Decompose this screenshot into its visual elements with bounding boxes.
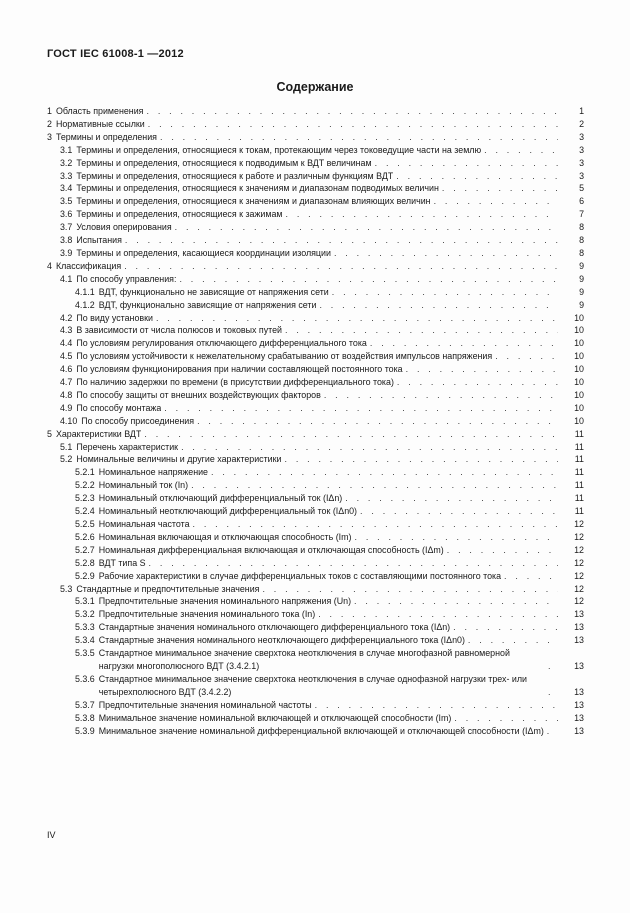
toc-entry-title: Термины и определения, относящиеся к подводимым к ВДТ величинам	[76, 157, 372, 168]
toc-entry-number: 5.2.9	[75, 570, 95, 581]
page-number: IV	[47, 830, 56, 840]
toc-entry-number: 2	[47, 118, 52, 129]
toc-leader-dots	[286, 208, 559, 221]
toc-entry-title: ВДТ, функционально не зависящие от напряжения сети	[98, 286, 329, 297]
toc-entry-title: Номинальные величины и другие характеристики	[76, 454, 282, 465]
toc-entry[interactable]	[47, 234, 584, 247]
toc-entry[interactable]	[47, 182, 584, 195]
toc-entry[interactable]	[47, 531, 584, 544]
toc-entry[interactable]	[47, 286, 584, 299]
toc-entry-title: По способу управления:	[76, 273, 177, 284]
toc-leader-dots	[284, 453, 558, 466]
toc-entry-title: По способу монтажа	[76, 402, 162, 413]
toc-leader-dots	[191, 479, 558, 492]
toc-entry-title: По условиям функционирования при наличии составляющей постоянного тока	[76, 364, 403, 375]
toc-entry-page: 10	[574, 351, 584, 362]
toc-entry-title: Нормативные ссылки	[55, 118, 145, 129]
toc-leader-dots	[360, 505, 558, 518]
toc-entry-number: 3.4	[60, 183, 73, 194]
toc-entry-title: Номинальный ток (In)	[98, 480, 189, 491]
toc-entry-number: 5.3.5	[75, 648, 95, 659]
toc-entry-title: Номинальный неотключающий дифференциальный ток (IΔn0)	[98, 506, 358, 517]
toc-entry-title: Термины и определения	[55, 131, 157, 142]
toc-entry-title: Область применения	[55, 106, 144, 116]
toc-entry-title: Стандартные и предпочтительные значения	[76, 583, 260, 594]
toc-entry-title: Предпочтительные значения номинального тока (In)	[98, 609, 316, 620]
toc-entry-title: Предпочтительные значения номинальной частоты	[98, 699, 312, 710]
page-title: Содержание	[276, 80, 354, 94]
toc-leader-dots	[454, 712, 558, 725]
toc-entry[interactable]	[47, 570, 584, 583]
table-of-contents	[47, 105, 584, 737]
toc-entry[interactable]	[47, 402, 584, 415]
toc-entry-number: 5	[47, 428, 52, 439]
toc-entry-page: 12	[574, 557, 584, 568]
toc-leader-dots	[193, 518, 558, 531]
toc-leader-dots	[156, 312, 558, 325]
toc-leader-dots	[354, 595, 558, 608]
toc-entry[interactable]	[47, 466, 584, 479]
toc-entry-page: 10	[574, 325, 584, 336]
toc-entry-page: 13	[574, 712, 584, 723]
toc-leader-dots	[211, 466, 558, 479]
toc-entry-title: По наличию задержки по времени (в присутствии дифференциального тока)	[76, 377, 394, 388]
toc-leader-dots	[197, 415, 558, 428]
toc-entry-number: 4.1	[60, 273, 73, 284]
toc-entry-number: 5.3.8	[75, 712, 95, 723]
toc-entry[interactable]	[47, 608, 584, 621]
toc-entry[interactable]	[47, 505, 584, 518]
toc-entry-number: 5.1	[60, 441, 73, 452]
toc-entry-title: Номинальный отключающий дифференциальный ток (IΔn)	[98, 493, 343, 504]
toc-entry[interactable]	[47, 350, 584, 363]
toc-entry-page: 3	[579, 157, 584, 168]
toc-entry-page: 7	[579, 209, 584, 220]
toc-entry-page: 10	[574, 415, 584, 426]
toc-entry-title: Термины и определения, относящиеся к зажимам	[76, 209, 283, 220]
toc-leader-dots	[548, 686, 558, 699]
toc-entry-page: 13	[574, 609, 584, 620]
toc-entry-number: 5.2.6	[75, 531, 95, 542]
toc-entry-title: Термины и определения, относящиеся к токам, протекающим через токоведущие части на землю	[76, 144, 482, 155]
toc-entry-title: По способу присоединения	[81, 415, 195, 426]
toc-entry-title: Номинальная включающая и отключающая способность (Im)	[98, 531, 352, 542]
toc-entry-title: Термины и определения, касающиеся координации изоляции	[76, 247, 331, 258]
toc-entry-page: 10	[574, 377, 584, 388]
toc-entry-number: 3.1	[60, 144, 73, 155]
toc-entry-number: 5.3	[60, 583, 73, 594]
toc-entry-number: 3.9	[60, 247, 73, 258]
toc-entry-page: 13	[574, 686, 584, 697]
toc-entry[interactable]	[47, 144, 584, 157]
toc-entry[interactable]	[47, 170, 584, 183]
toc-entry-number: 4.1.2	[75, 299, 95, 310]
toc-entry-page: 10	[574, 402, 584, 413]
toc-entry-number: 1	[47, 106, 52, 116]
toc-leader-dots	[484, 144, 558, 157]
toc-entry-title: ВДТ типа S	[98, 557, 146, 568]
toc-entry-title: ВДТ, функционально зависящие от напряжения сети	[98, 299, 317, 310]
toc-entry-title: Предпочтительные значения номинального напряжения (Un)	[98, 596, 352, 607]
toc-leader-dots	[345, 492, 558, 505]
toc-entry-title: Термины и определения, относящиеся к работе и различным функциям ВДТ	[76, 170, 394, 181]
toc-entry[interactable]	[47, 453, 584, 466]
toc-entry[interactable]	[47, 647, 584, 673]
toc-entry-number: 3.6	[60, 209, 73, 220]
toc-entry-number: 3.2	[60, 157, 73, 168]
toc-entry-number: 5.2.4	[75, 506, 95, 517]
toc-leader-dots	[547, 725, 558, 738]
toc-entry-title: Характеристики ВДТ	[55, 428, 142, 439]
toc-leader-dots	[504, 570, 558, 583]
toc-entry[interactable]	[47, 299, 584, 312]
toc-entry-title: Испытания	[76, 235, 122, 246]
toc-leader-dots	[148, 118, 558, 131]
toc-entry[interactable]	[47, 221, 584, 234]
toc-entry[interactable]	[47, 324, 584, 337]
toc-leader-dots	[124, 260, 558, 273]
toc-entry[interactable]	[47, 389, 584, 402]
toc-entry-title: Номинальное напряжение	[98, 467, 208, 478]
toc-entry[interactable]	[47, 479, 584, 492]
toc-leader-dots	[318, 608, 558, 621]
toc-entry-title: По способу защиты от внешних воздействующих факторов	[76, 389, 321, 400]
toc-entry-number: 5.2.2	[75, 480, 95, 491]
toc-entry-page: 9	[579, 286, 584, 297]
toc-leader-dots	[262, 583, 558, 596]
toc-entry-page: 13	[574, 635, 584, 646]
toc-leader-dots	[334, 247, 558, 260]
toc-entry-number: 3.7	[60, 222, 73, 233]
toc-entry[interactable]	[47, 583, 584, 596]
toc-entry-number: 3.8	[60, 235, 73, 246]
toc-entry-page: 10	[574, 312, 584, 323]
toc-entry-page: 12	[574, 570, 584, 581]
toc-entry[interactable]	[47, 363, 584, 376]
toc-entry-title: Классификация	[55, 260, 122, 271]
toc-entry-title: Термины и определения, относящиеся к значениям и диапазонам подводимых величин	[76, 183, 439, 194]
toc-leader-dots	[397, 376, 558, 389]
toc-entry-title: По условиям регулирования отключающего дифференциального тока	[76, 338, 367, 349]
toc-entry-number: 5.2	[60, 454, 73, 465]
toc-leader-dots	[406, 363, 558, 376]
toc-entry-title: Минимальное значение номинальной включающей и отключающей способности (Im)	[98, 712, 452, 723]
toc-entry-title: Условия оперирования	[76, 222, 172, 233]
toc-entry-title: По условиям устойчивости к нежелательному срабатыванию от воздействия импульсов напряжения	[76, 351, 493, 362]
toc-entry-page: 11	[574, 467, 584, 478]
toc-entry-number: 5.3.2	[75, 609, 95, 620]
toc-entry-page: 12	[574, 544, 584, 555]
toc-entry-number: 3.3	[60, 170, 73, 181]
toc-entry-number: 5.3.4	[75, 635, 95, 646]
toc-entry-number: 5.2.3	[75, 493, 95, 504]
toc-leader-dots	[354, 531, 558, 544]
toc-leader-dots	[453, 621, 558, 634]
toc-entry-page: 12	[574, 583, 584, 594]
toc-entry[interactable]	[47, 247, 584, 260]
toc-entry[interactable]	[47, 544, 584, 557]
toc-entry-number: 4.3	[60, 325, 73, 336]
toc-entry[interactable]	[47, 595, 584, 608]
toc-entry-page: 8	[579, 235, 584, 246]
toc-entry-title: В зависимости от числа полюсов и токовых путей	[76, 325, 283, 336]
toc-entry[interactable]	[47, 273, 584, 286]
toc-entry[interactable]	[47, 157, 584, 170]
toc-entry-number: 4.7	[60, 377, 73, 388]
toc-entry-page: 9	[579, 273, 584, 284]
toc-entry-number: 5.3.1	[75, 596, 95, 607]
toc-entry-number: 5.2.5	[75, 519, 95, 529]
toc-entry-page: 11	[574, 480, 584, 491]
toc-entry-title: Номинальная частота	[98, 519, 190, 529]
toc-leader-dots	[324, 389, 558, 402]
toc-entry-page: 1	[579, 106, 584, 116]
toc-entry-title: Стандартные значения номинального неотключающего дифференциального тока (IΔn0)	[98, 635, 465, 646]
document-header: ГОСТ IEC 61008-1 —2012	[47, 48, 184, 60]
toc-leader-dots	[396, 170, 558, 183]
toc-entry-number: 4.9	[60, 402, 73, 413]
toc-entry-number: 4	[47, 260, 52, 271]
toc-entry[interactable]	[47, 195, 584, 208]
toc-leader-dots	[434, 195, 558, 208]
toc-entry-number: 4.5	[60, 351, 73, 362]
toc-entry-page: 13	[574, 622, 584, 633]
toc-entry-page: 12	[574, 519, 584, 529]
toc-entry-page: 12	[574, 596, 584, 607]
toc-entry-page: 3	[579, 131, 584, 142]
toc-entry[interactable]	[47, 376, 584, 389]
toc-leader-dots	[447, 544, 558, 557]
toc-entry[interactable]	[47, 415, 584, 428]
toc-leader-dots	[285, 324, 558, 337]
toc-leader-dots	[332, 286, 558, 299]
toc-entry[interactable]	[47, 518, 584, 531]
toc-entry[interactable]	[47, 557, 584, 570]
toc-leader-dots	[319, 299, 558, 312]
toc-leader-dots	[175, 221, 558, 234]
toc-entry[interactable]	[47, 725, 584, 738]
toc-leader-dots	[160, 131, 558, 144]
toc-entry-number: 4.10	[60, 415, 78, 426]
toc-leader-dots	[164, 402, 558, 415]
toc-entry-page: 13	[574, 660, 584, 671]
toc-entry-title: Рабочие характеристики в случае дифференциальных токов с составляющими постоянного тока	[98, 570, 502, 581]
toc-entry-title: Термины и определения, относящиеся к значениям и диапазонам влияющих величин	[76, 196, 431, 207]
toc-entry-page: 11	[574, 493, 584, 504]
toc-entry-number: 5.2.8	[75, 557, 95, 568]
toc-entry-page: 9	[579, 299, 584, 310]
toc-leader-dots	[149, 557, 558, 570]
toc-entry[interactable]	[47, 441, 584, 454]
toc-entry-number: 5.3.7	[75, 699, 95, 710]
toc-entry-page: 13	[574, 725, 584, 736]
toc-entry-page: 11	[574, 428, 584, 439]
toc-entry-title: По виду установки	[76, 312, 153, 323]
toc-leader-dots	[315, 699, 558, 712]
toc-entry-number: 5.3.9	[75, 725, 95, 736]
toc-entry-number: 5.3.6	[75, 673, 95, 684]
toc-entry[interactable]	[47, 208, 584, 221]
toc-entry-title: Стандартное минимальное значение сверхтока неотключения в случае однофазной нагрузки трех- или четырехполюсного ВДТ (3.4.2.2)	[98, 673, 527, 697]
toc-entry[interactable]	[47, 699, 584, 712]
toc-entry-page: 13	[574, 699, 584, 710]
toc-entry-page: 11	[574, 454, 584, 465]
toc-entry[interactable]	[47, 673, 584, 699]
toc-entry-title: Минимальное значение номинальной дифференциальной включающей и отключающей способности (IΔm)	[98, 725, 544, 736]
toc-entry-number: 4.2	[60, 312, 73, 323]
toc-entry[interactable]	[47, 131, 584, 144]
toc-entry-number: 4.4	[60, 338, 73, 349]
toc-entry-page: 3	[579, 170, 584, 181]
toc-entry-title: Перечень характеристик	[76, 441, 179, 452]
toc-entry-page: 11	[574, 506, 584, 517]
toc-entry-number: 5.2.1	[75, 467, 95, 478]
toc-entry-title: Стандартное минимальное значение сверхтока неотключения в случае многофазной равномерной нагрузки многополюсного ВДТ (3.4.2.1)	[98, 648, 510, 671]
toc-entry-page: 6	[579, 196, 584, 207]
toc-leader-dots	[442, 182, 558, 195]
toc-entry[interactable]	[47, 260, 584, 273]
toc-entry[interactable]	[47, 337, 584, 350]
toc-entry-page: 8	[579, 247, 584, 258]
toc-entry[interactable]	[47, 118, 584, 131]
toc-entry-page: 5	[579, 183, 584, 194]
toc-entry[interactable]	[47, 492, 584, 505]
toc-leader-dots	[144, 428, 558, 441]
toc-leader-dots	[181, 441, 558, 454]
toc-leader-dots	[375, 157, 558, 170]
toc-leader-dots	[468, 634, 558, 647]
toc-entry[interactable]	[47, 105, 584, 118]
toc-entry-page: 8	[579, 222, 584, 233]
toc-entry-page: 11	[574, 441, 584, 452]
toc-entry-page: 10	[574, 389, 584, 400]
toc-entry-page: 10	[574, 338, 584, 349]
toc-leader-dots	[179, 273, 558, 286]
toc-entry-number: 5.3.3	[75, 622, 95, 633]
toc-entry-number: 4.6	[60, 364, 73, 375]
toc-entry-page: 3	[579, 144, 584, 155]
toc-leader-dots	[548, 660, 558, 673]
toc-entry-number: 3.5	[60, 196, 73, 207]
toc-entry[interactable]	[47, 621, 584, 634]
toc-entry[interactable]	[47, 428, 584, 441]
toc-entry-title: Стандартные значения номинального отключающего дифференциального тока (IΔn)	[98, 622, 451, 633]
toc-entry-number: 4.8	[60, 389, 73, 400]
toc-leader-dots	[125, 234, 558, 247]
toc-entry-title: Номинальная дифференциальная включающая и отключающая способность (IΔm)	[98, 544, 444, 555]
toc-entry-number: 5.2.7	[75, 544, 95, 555]
toc-entry-number: 4.1.1	[75, 286, 95, 297]
toc-entry-page: 9	[579, 260, 584, 271]
toc-entry-number: 3	[47, 131, 52, 142]
toc-leader-dots	[495, 350, 558, 363]
toc-entry[interactable]	[47, 634, 584, 647]
toc-entry-page: 10	[574, 364, 584, 375]
toc-entry[interactable]	[47, 312, 584, 325]
toc-leader-dots	[146, 105, 558, 118]
toc-entry[interactable]	[47, 712, 584, 725]
toc-entry-page: 12	[574, 531, 584, 542]
toc-entry-page: 2	[579, 118, 584, 129]
toc-leader-dots	[370, 337, 558, 350]
